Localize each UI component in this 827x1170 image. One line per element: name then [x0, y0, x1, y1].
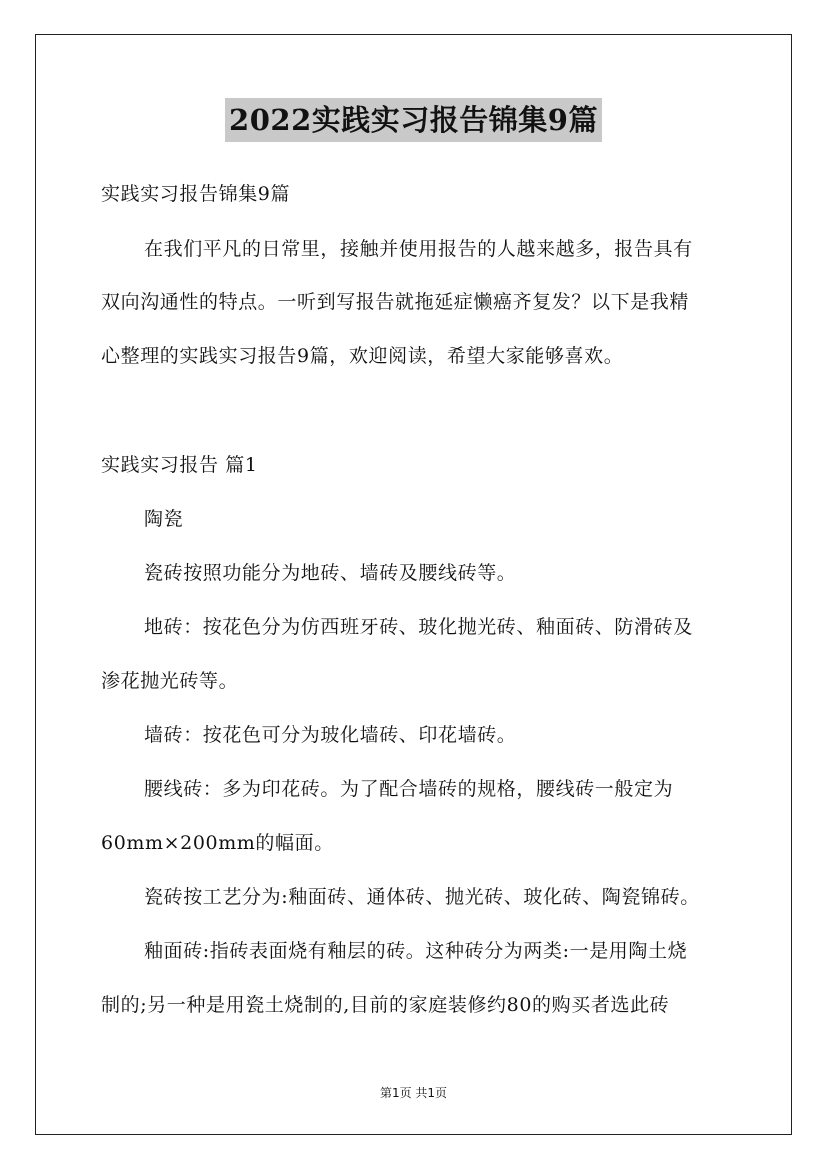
- page-number: 第1页 共1页: [379, 1086, 448, 1100]
- paragraph-floor-tile-line-1: 地砖：按花色分为仿西班牙砖、玻化抛光砖、釉面砖、防滑砖及: [144, 616, 693, 638]
- subtitle: 实践实习报告锦集9篇: [101, 183, 291, 205]
- title-container: [0, 98, 827, 142]
- intro-line-2: 双向沟通性的特点。一听到写报告就拖延症懒癌齐复发？以下是我精: [101, 291, 690, 313]
- paragraph-glazed-tile-line-1: 釉面砖:指砖表面烧有釉层的砖。这种砖分为两类:一是用陶土烧: [144, 940, 688, 962]
- intro-line-1: 在我们平凡的日常里，接触并使用报告的人越来越多，报告具有: [144, 238, 693, 260]
- page-footer: [0, 1084, 827, 1101]
- section-heading: 实践实习报告 篇1: [101, 454, 258, 476]
- paragraph-tile-function: 瓷砖按照功能分为地砖、墙砖及腰线砖等。: [144, 562, 517, 584]
- paragraph-floor-tile-line-2: 渗花抛光砖等。: [101, 670, 239, 692]
- paragraph-ceramics: 陶瓷: [144, 508, 184, 530]
- intro-line-3: 心整理的实践实习报告9篇，欢迎阅读，希望大家能够喜欢。: [101, 345, 624, 367]
- paragraph-waistline-tile-line-1: 腰线砖：多为印花砖。为了配合墙砖的规格，腰线砖一般定为: [144, 778, 674, 800]
- document-title: 2022实践实习报告锦集9篇: [225, 98, 602, 142]
- paragraph-waistline-tile-line-2: 60mm×200mm的幅面。: [101, 832, 334, 854]
- paragraph-wall-tile: 墙砖：按花色可分为玻化墙砖、印花墙砖。: [144, 724, 517, 746]
- paragraph-tile-process: 瓷砖按工艺分为:釉面砖、通体砖、抛光砖、玻化砖、陶瓷锦砖。: [144, 886, 700, 908]
- paragraph-glazed-tile-line-2: 制的;另一种是用瓷土烧制的,目前的家庭装修约80的购买者选此砖: [101, 994, 670, 1016]
